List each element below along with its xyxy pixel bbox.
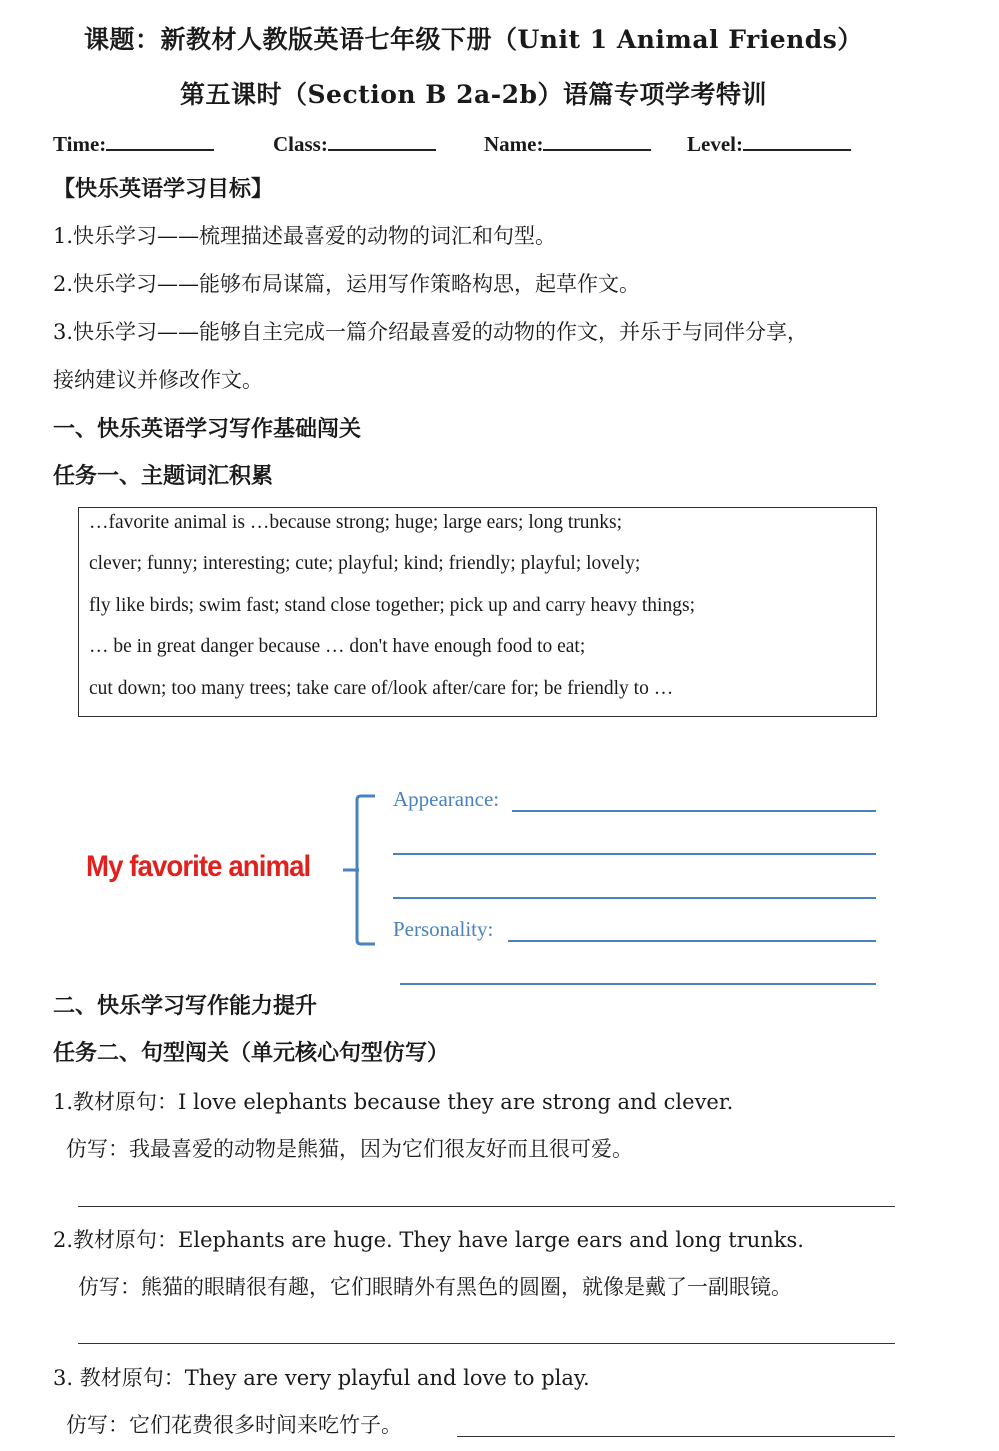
appearance-label: Appearance: <box>393 787 500 811</box>
mindmap-center-label: My favorite animal <box>86 850 311 883</box>
class-field <box>273 129 436 157</box>
personality-label: Personality: <box>393 917 494 941</box>
goal-item-3-cont: 接纳建议并修改作文。 <box>53 368 263 392</box>
vocab-box <box>78 507 877 717</box>
section1-heading: 一、快乐英语学习写作基础闯关 <box>53 416 362 442</box>
vocab-line-4: … be in great danger because … don't have enough food to eat; <box>89 636 586 657</box>
goal-item-2: 2.快乐学习——能够布局谋篇，运用写作策略构思，起草作文。 <box>53 272 641 296</box>
class-blank[interactable] <box>328 129 436 151</box>
name-label: Name: <box>484 132 544 156</box>
appearance-line-2[interactable] <box>393 853 876 855</box>
goal-item-1: 1.快乐学习——梳理描述最喜爱的动物的词汇和句型。 <box>53 224 557 248</box>
goals-heading: 【快乐英语学习目标】 <box>53 176 274 202</box>
task2-heading: 任务二、句型闯关（单元核心句型仿写） <box>53 1040 450 1066</box>
time-blank[interactable] <box>106 129 214 151</box>
personality-line-2[interactable] <box>400 983 876 985</box>
personality-line-1[interactable] <box>508 940 876 942</box>
class-label: Class: <box>273 132 328 156</box>
vocab-line-2: clever; funny; interesting; cute; playful; kind; friendly; playful; lovely; <box>89 553 641 574</box>
name-blank[interactable] <box>543 129 651 151</box>
appearance-line-1[interactable] <box>512 810 876 812</box>
page-title-line2: 第五课时（Section B 2a-2b）语篇专项学考特训 <box>180 80 767 109</box>
goal-item-3: 3.快乐学习——能够自主完成一篇介绍最喜爱的动物的作文，并乐于与同伴分享， <box>53 320 809 344</box>
appearance-line-3[interactable] <box>393 897 876 899</box>
vocab-line-3: fly like birds; swim fast; stand close together; pick up and carry heavy things; <box>89 595 695 616</box>
answer-line-2[interactable] <box>78 1343 895 1344</box>
answer-line-3[interactable] <box>457 1436 895 1437</box>
original-sentence-2: 2.教材原句：Elephants are huge. They have large ears and long trunks. <box>53 1228 804 1252</box>
level-field <box>687 129 851 157</box>
imitate-prompt-1: 仿写：我最喜爱的动物是熊猫，因为它们很友好而且很可爱。 <box>66 1137 633 1161</box>
imitate-prompt-2: 仿写：熊猫的眼睛很有趣，它们眼睛外有黑色的圆圈，就像是戴了一副眼镜。 <box>78 1275 792 1299</box>
imitate-prompt-3: 仿写：它们花费很多时间来吃竹子。 <box>66 1413 402 1437</box>
original-sentence-3: 3. 教材原句：They are very playful and love to play. <box>53 1366 590 1390</box>
page-title-line1: 课题：新教材人教版英语七年级下册（Unit 1 Animal Friends） <box>84 25 863 54</box>
level-blank[interactable] <box>743 129 851 151</box>
answer-line-1[interactable] <box>78 1206 895 1207</box>
level-label: Level: <box>687 132 743 156</box>
time-field <box>53 129 214 157</box>
vocab-line-5: cut down; too many trees; take care of/look after/care for; be friendly to … <box>89 678 674 699</box>
name-field <box>484 129 651 157</box>
section2-heading: 二、快乐学习写作能力提升 <box>53 993 318 1019</box>
vocab-line-1: …favorite animal is …because strong; huge; large ears; long trunks; <box>89 512 623 533</box>
task1-heading: 任务一、主题词汇积累 <box>53 463 274 489</box>
mindmap-brace <box>335 790 385 955</box>
time-label: Time: <box>53 132 107 156</box>
original-sentence-1: 1.教材原句：I love elephants because they are strong and clever. <box>53 1090 734 1114</box>
